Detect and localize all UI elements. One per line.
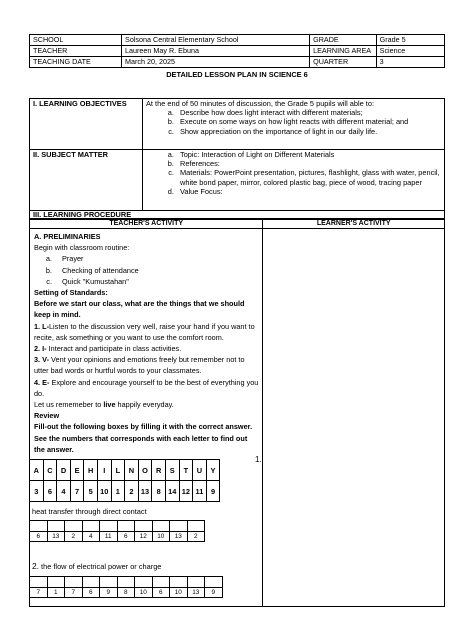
- routine-list: [34, 253, 258, 287]
- letter-row: [30, 460, 220, 481]
- answer-number: 12: [135, 532, 153, 542]
- question-number-1: 1.: [255, 455, 262, 464]
- subject-item: b. References:: [176, 159, 441, 168]
- answer-box[interactable]: [117, 577, 135, 588]
- code-cell: 1: [111, 481, 125, 502]
- code-cell: 9: [206, 481, 220, 502]
- answer-box[interactable]: [152, 577, 170, 588]
- answer-box[interactable]: [30, 521, 48, 532]
- answer-number-row: [30, 532, 205, 542]
- answer-number: 7: [30, 588, 48, 598]
- routine-item: b. Checking of attendance: [54, 265, 258, 276]
- lesson-sections: [29, 98, 445, 220]
- answer-number: 7: [65, 588, 83, 598]
- letter-cell: U: [193, 460, 207, 481]
- objectives-content: [143, 99, 445, 150]
- closing-text-end: happily everyday.: [115, 400, 174, 410]
- document-title: DETAILED LESSON PLAN IN SCIENCE 6: [166, 70, 308, 79]
- code-cell: 13: [138, 481, 152, 502]
- learner-activity-header: LEARNER'S ACTIVITY: [263, 219, 445, 229]
- activity-header-row: [30, 219, 445, 229]
- letter-cell: Y: [206, 460, 220, 481]
- quarter-value: 3: [376, 57, 444, 68]
- letter-cell: O: [138, 460, 152, 481]
- answer-blank-row: [30, 521, 205, 532]
- subject-matter-content: [143, 150, 445, 211]
- letter-cell: T: [179, 460, 193, 481]
- learning-area-label: LEARNING AREA: [310, 46, 377, 57]
- letter-cell: C: [43, 460, 57, 481]
- teacher-activity-header: TEACHER'S ACTIVITY: [30, 219, 263, 229]
- answer-number: 2: [187, 532, 205, 542]
- activity-table: [29, 218, 445, 607]
- answer-box[interactable]: [65, 577, 83, 588]
- code-cell: 3: [30, 481, 44, 502]
- answer-box[interactable]: [100, 577, 118, 588]
- teacher-activity-cell: [30, 229, 263, 607]
- school-value: Solsona Central Elementary School: [122, 35, 310, 46]
- answer-box[interactable]: [135, 521, 153, 532]
- rule-item: [34, 354, 258, 376]
- code-cell: 14: [165, 481, 179, 502]
- answer-box[interactable]: [82, 521, 100, 532]
- subject-item: d. Value Focus:: [176, 187, 441, 196]
- rule-number: 3. V-: [34, 355, 50, 365]
- objectives-row: [30, 99, 445, 150]
- header-row-school: [30, 35, 445, 46]
- answer-box[interactable]: [187, 521, 205, 532]
- rule-item: [34, 343, 258, 354]
- routine-item: c. Quick "Kumustahan": [54, 276, 258, 287]
- closing-text: Let us rememeber to: [34, 400, 104, 410]
- objectives-intro: At the end of 50 minutes of discussion, the Grade 5 pupils will able to:: [146, 99, 375, 108]
- answer-blank-row: [30, 577, 223, 588]
- code-row: [30, 481, 220, 502]
- answer-box[interactable]: [187, 577, 205, 588]
- answer-box[interactable]: [117, 521, 135, 532]
- letter-cell: S: [165, 460, 179, 481]
- answer-box[interactable]: [170, 521, 188, 532]
- answer-number: 10: [152, 532, 170, 542]
- letter-cell: L: [111, 460, 125, 481]
- letter-code-table: [29, 459, 220, 502]
- letter-cell: D: [57, 460, 71, 481]
- rule-text: Vent your opinions and emotions freely but remember not to utter bad words or hurtful words to your classmates.: [34, 355, 245, 376]
- answer-number: 9: [100, 588, 118, 598]
- subject-matter-label: II. SUBJECT MATTER: [30, 150, 143, 211]
- answer-box[interactable]: [205, 577, 223, 588]
- code-cell: 4: [57, 481, 71, 502]
- answer-number: 6: [30, 532, 48, 542]
- standards-heading: Setting of Standards:: [34, 288, 108, 298]
- preliminaries-heading: A. PRELIMINARIES: [34, 232, 101, 241]
- rule-text: Explore and encourage yourself to be the best of everything you do.: [34, 377, 259, 398]
- question-2: [32, 561, 161, 571]
- objective-item: a. Describe how does light interact with different materials;: [176, 108, 441, 117]
- question-2-number: 2.: [32, 561, 39, 571]
- rule-item: [34, 377, 258, 399]
- quarter-label: QUARTER: [310, 57, 377, 68]
- grade-value: Grade 5: [376, 35, 444, 46]
- letter-cell: N: [125, 460, 139, 481]
- rule-number: 4. E-: [34, 377, 50, 387]
- answer-number: 1: [47, 588, 65, 598]
- answer-number: 13: [187, 588, 205, 598]
- answer-box[interactable]: [30, 577, 48, 588]
- answer-boxes-2: [29, 576, 223, 598]
- answer-number: 13: [170, 532, 188, 542]
- question-2-text: the flow of electrical power or charge: [39, 562, 162, 571]
- answer-box[interactable]: [82, 577, 100, 588]
- rule-item: [34, 321, 258, 343]
- procedure-label: III. LEARNING PROCEDURE: [30, 211, 445, 220]
- answer-number: 6: [82, 588, 100, 598]
- answer-box[interactable]: [47, 521, 65, 532]
- subject-item: c. Materials: PowerPoint presentation, pictures, flashlight, glass with water, pencil, white bond paper, mirror, colored plastic bag, piece of wood, tracing paper: [176, 168, 441, 186]
- code-cell: 6: [43, 481, 57, 502]
- answer-box[interactable]: [135, 577, 153, 588]
- subject-item: a. Topic: Interaction of Light on Different Materials: [176, 150, 441, 159]
- rule-text: Listen to the discussion very well, raise your hand if you want to recite, ask something or you want to use the comfort room.: [34, 321, 255, 342]
- header-row-teacher: [30, 46, 445, 57]
- teaching-date-label: TEACHING DATE: [30, 57, 122, 68]
- answer-number-row: [30, 588, 223, 598]
- subject-matter-list: [146, 150, 441, 196]
- question-1-text: heat transfer through direct contact: [32, 507, 147, 516]
- answer-number: 11: [100, 532, 118, 542]
- subject-matter-row: [30, 150, 445, 211]
- answer-number: 10: [170, 588, 188, 598]
- routine-item: a. Prayer: [54, 253, 258, 264]
- answer-number: 4: [82, 532, 100, 542]
- answer-box[interactable]: [65, 521, 83, 532]
- review-instructions: Fill-out the following boxes by filling it with the correct answer. See the numbers that corresponds with each letter to find out the answer.: [34, 422, 253, 454]
- letter-cell: I: [97, 460, 111, 481]
- learner-activity-cell: [263, 229, 445, 607]
- closing-line: [34, 399, 258, 410]
- review-heading: Review: [34, 411, 60, 421]
- letter-cell: A: [30, 460, 44, 481]
- answer-box[interactable]: [170, 577, 188, 588]
- code-cell: 5: [84, 481, 98, 502]
- code-cell: 10: [97, 481, 111, 502]
- header-table: [29, 34, 445, 68]
- letter-cell: E: [70, 460, 84, 481]
- code-cell: 11: [193, 481, 207, 502]
- answer-number: 9: [205, 588, 223, 598]
- letter-cell: H: [84, 460, 98, 481]
- standards-question: Before we start our class, what are the things that we should keep in mind.: [34, 299, 245, 320]
- answer-number: 13: [47, 532, 65, 542]
- teacher-label: TEACHER: [30, 46, 122, 57]
- answer-number: 10: [135, 588, 153, 598]
- closing-emphasis: live: [103, 400, 116, 410]
- rule-number: 1. L-: [34, 321, 49, 331]
- answer-boxes-1: [29, 520, 205, 542]
- teacher-value: Laureen May R. Ebuna: [122, 46, 310, 57]
- answer-number: 6: [117, 532, 135, 542]
- code-cell: 7: [70, 481, 84, 502]
- rule-number: 2. I-: [34, 344, 47, 354]
- answer-box[interactable]: [47, 577, 65, 588]
- teaching-date-value: March 20, 2025: [122, 57, 310, 68]
- rule-text: Interact and participate in class activities.: [46, 344, 182, 354]
- code-cell: 12: [179, 481, 193, 502]
- activity-body-row: [30, 229, 445, 607]
- answer-number: 2: [65, 532, 83, 542]
- objectives-list: [146, 108, 441, 136]
- school-label: SCHOOL: [30, 35, 122, 46]
- grade-label: GRADE: [310, 35, 377, 46]
- code-cell: 2: [125, 481, 139, 502]
- letter-cell: R: [152, 460, 166, 481]
- objective-item: c. Show appreciation on the importance of light in our daily life.: [176, 127, 441, 136]
- header-row-date: [30, 57, 445, 68]
- answer-number: 6: [152, 588, 170, 598]
- objective-item: b. Execute on some ways on how light reacts with different material; and: [176, 117, 441, 126]
- learning-area-value: Science: [376, 46, 444, 57]
- routine-intro: Begin with classroom routine:: [34, 243, 130, 253]
- answer-box[interactable]: [152, 521, 170, 532]
- answer-box[interactable]: [100, 521, 118, 532]
- code-cell: 8: [152, 481, 166, 502]
- objectives-label: I. LEARNING OBJECTIVES: [30, 99, 143, 150]
- answer-number: 8: [117, 588, 135, 598]
